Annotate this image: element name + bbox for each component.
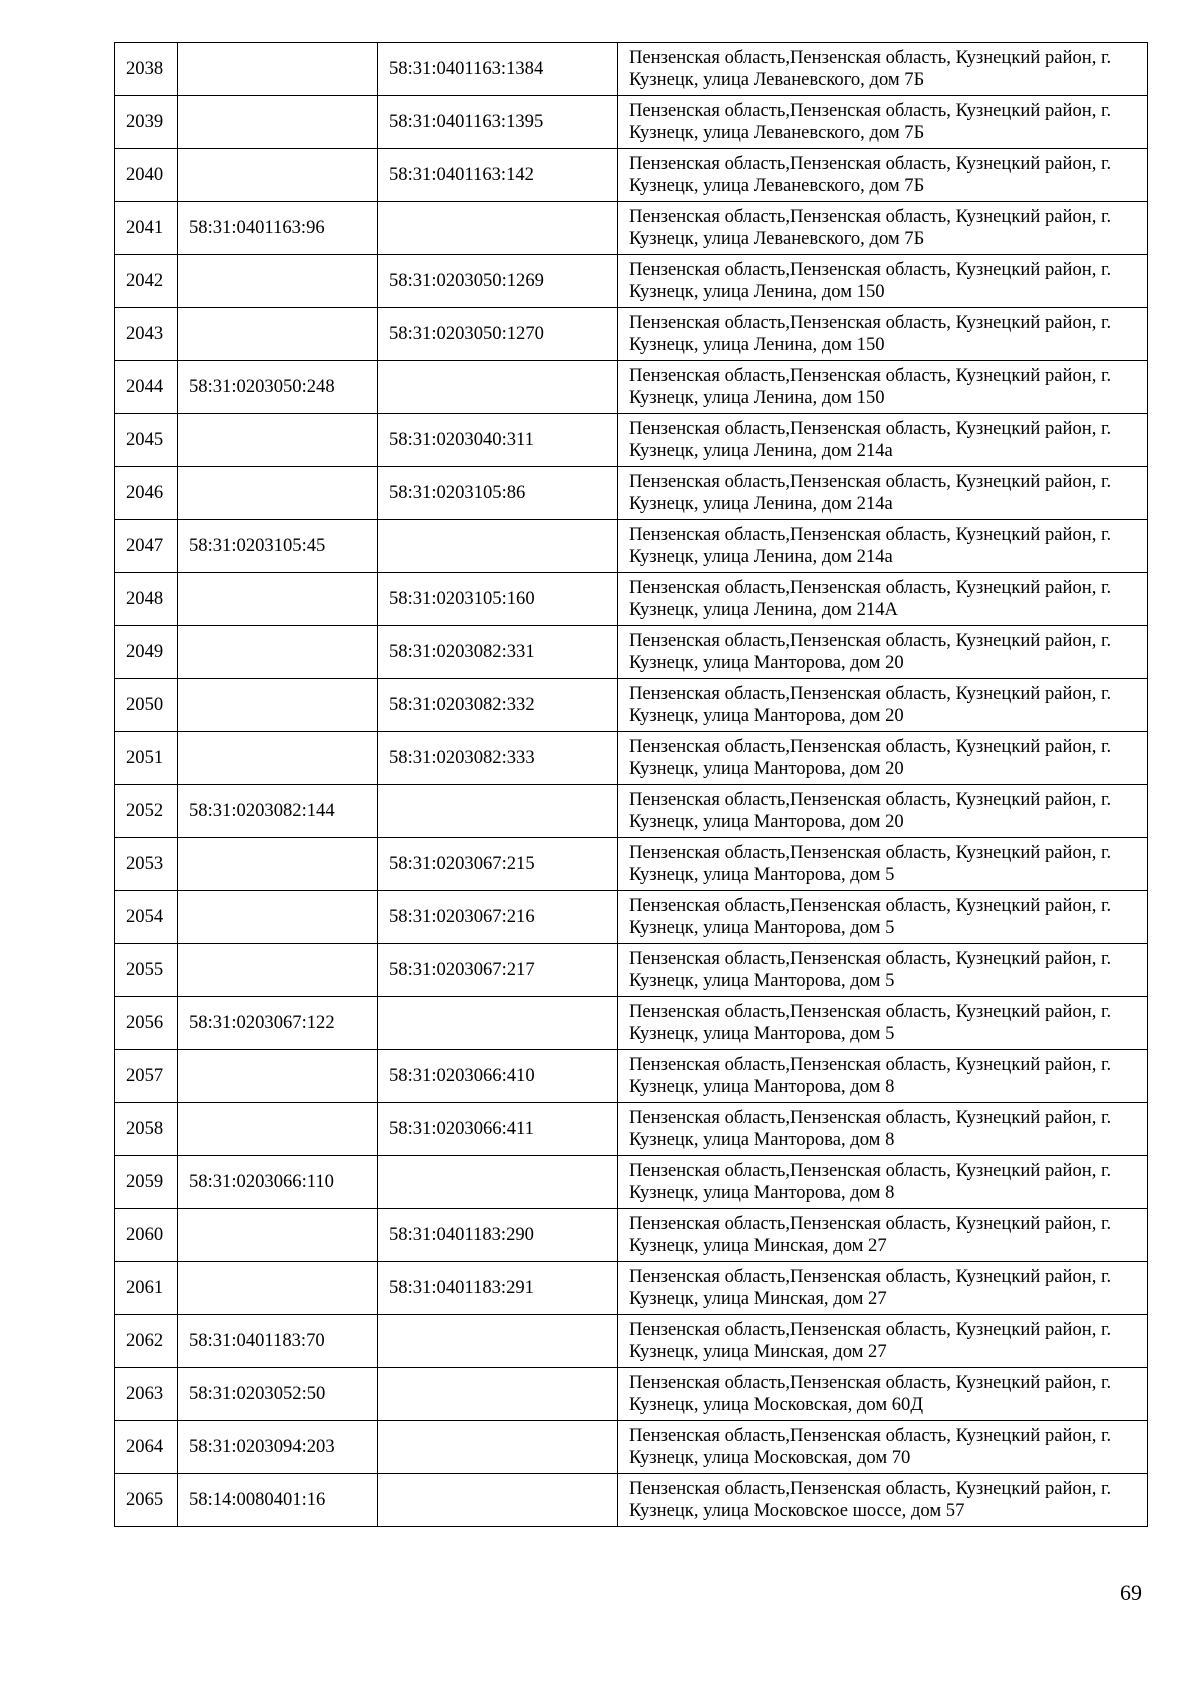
address-cell: Пензенская область,Пензенская область, Кузнецкий район, г. Кузнецк, улица Минская, дом 27 bbox=[618, 1315, 1148, 1368]
table-row bbox=[115, 414, 1148, 467]
table-row bbox=[115, 149, 1148, 202]
table-row bbox=[115, 255, 1148, 308]
address-cell: Пензенская область,Пензенская область, Кузнецкий район, г. Кузнецк, улица Минская, дом 27 bbox=[618, 1262, 1148, 1315]
address-cell: Пензенская область,Пензенская область, Кузнецкий район, г. Кузнецк, улица Манторова, дом 20 bbox=[618, 626, 1148, 679]
row-number-cell: 2046 bbox=[115, 467, 178, 520]
parcel-cadastral-number-cell bbox=[178, 1262, 378, 1315]
table-row bbox=[115, 202, 1148, 255]
parcel-cadastral-number-cell: 58:31:0203067:122 bbox=[178, 997, 378, 1050]
row-number-cell: 2061 bbox=[115, 1262, 178, 1315]
address-cell: Пензенская область,Пензенская область, Кузнецкий район, г. Кузнецк, улица Манторова, дом 20 bbox=[618, 732, 1148, 785]
building-cadastral-number-cell bbox=[378, 202, 618, 255]
address-cell: Пензенская область,Пензенская область, Кузнецкий район, г. Кузнецк, улица Ленина, дом 150 bbox=[618, 361, 1148, 414]
building-cadastral-number-cell bbox=[378, 1156, 618, 1209]
parcel-cadastral-number-cell: 58:31:0401163:96 bbox=[178, 202, 378, 255]
parcel-cadastral-number-cell bbox=[178, 732, 378, 785]
address-cell: Пензенская область,Пензенская область, Кузнецкий район, г. Кузнецк, улица Манторова, дом 8 bbox=[618, 1103, 1148, 1156]
building-cadastral-number-cell bbox=[378, 1368, 618, 1421]
building-cadastral-number-cell: 58:31:0203105:86 bbox=[378, 467, 618, 520]
registry-table-body bbox=[115, 43, 1148, 1527]
building-cadastral-number-cell: 58:31:0203067:216 bbox=[378, 891, 618, 944]
building-cadastral-number-cell: 58:31:0203066:410 bbox=[378, 1050, 618, 1103]
registry-table bbox=[114, 42, 1148, 1527]
table-row bbox=[115, 1421, 1148, 1474]
parcel-cadastral-number-cell: 58:31:0203066:110 bbox=[178, 1156, 378, 1209]
table-row bbox=[115, 626, 1148, 679]
row-number-cell: 2049 bbox=[115, 626, 178, 679]
address-cell: Пензенская область,Пензенская область, Кузнецкий район, г. Кузнецк, улица Леваневского, дом 7Б bbox=[618, 202, 1148, 255]
row-number-cell: 2038 bbox=[115, 43, 178, 96]
table-row bbox=[115, 1156, 1148, 1209]
building-cadastral-number-cell bbox=[378, 1421, 618, 1474]
parcel-cadastral-number-cell bbox=[178, 467, 378, 520]
building-cadastral-number-cell bbox=[378, 1474, 618, 1527]
table-row bbox=[115, 467, 1148, 520]
row-number-cell: 2056 bbox=[115, 997, 178, 1050]
parcel-cadastral-number-cell: 58:31:0203050:248 bbox=[178, 361, 378, 414]
table-row bbox=[115, 944, 1148, 997]
table-row bbox=[115, 838, 1148, 891]
table-row bbox=[115, 1209, 1148, 1262]
building-cadastral-number-cell bbox=[378, 997, 618, 1050]
parcel-cadastral-number-cell bbox=[178, 838, 378, 891]
address-cell: Пензенская область,Пензенская область, Кузнецкий район, г. Кузнецк, улица Московское шоссе, дом 57 bbox=[618, 1474, 1148, 1527]
building-cadastral-number-cell: 58:31:0203082:333 bbox=[378, 732, 618, 785]
table-row bbox=[115, 308, 1148, 361]
row-number-cell: 2054 bbox=[115, 891, 178, 944]
table-row bbox=[115, 43, 1148, 96]
address-cell: Пензенская область,Пензенская область, Кузнецкий район, г. Кузнецк, улица Манторова, дом 5 bbox=[618, 838, 1148, 891]
address-cell: Пензенская область,Пензенская область, Кузнецкий район, г. Кузнецк, улица Манторова, дом 5 bbox=[618, 891, 1148, 944]
parcel-cadastral-number-cell: 58:31:0401183:70 bbox=[178, 1315, 378, 1368]
parcel-cadastral-number-cell bbox=[178, 626, 378, 679]
parcel-cadastral-number-cell: 58:31:0203052:50 bbox=[178, 1368, 378, 1421]
address-cell: Пензенская область,Пензенская область, Кузнецкий район, г. Кузнецк, улица Манторова, дом 8 bbox=[618, 1050, 1148, 1103]
building-cadastral-number-cell: 58:31:0203105:160 bbox=[378, 573, 618, 626]
row-number-cell: 2065 bbox=[115, 1474, 178, 1527]
parcel-cadastral-number-cell bbox=[178, 96, 378, 149]
building-cadastral-number-cell: 58:31:0203067:215 bbox=[378, 838, 618, 891]
parcel-cadastral-number-cell bbox=[178, 308, 378, 361]
address-cell: Пензенская область,Пензенская область, Кузнецкий район, г. Кузнецк, улица Ленина, дом 214а bbox=[618, 467, 1148, 520]
table-row bbox=[115, 520, 1148, 573]
row-number-cell: 2043 bbox=[115, 308, 178, 361]
parcel-cadastral-number-cell bbox=[178, 1209, 378, 1262]
building-cadastral-number-cell: 58:31:0203050:1269 bbox=[378, 255, 618, 308]
row-number-cell: 2063 bbox=[115, 1368, 178, 1421]
address-cell: Пензенская область,Пензенская область, Кузнецкий район, г. Кузнецк, улица Манторова, дом 5 bbox=[618, 997, 1148, 1050]
building-cadastral-number-cell: 58:31:0401163:142 bbox=[378, 149, 618, 202]
table-row bbox=[115, 997, 1148, 1050]
address-cell: Пензенская область,Пензенская область, Кузнецкий район, г. Кузнецк, улица Леваневского, дом 7Б bbox=[618, 149, 1148, 202]
row-number-cell: 2039 bbox=[115, 96, 178, 149]
row-number-cell: 2044 bbox=[115, 361, 178, 414]
parcel-cadastral-number-cell bbox=[178, 43, 378, 96]
building-cadastral-number-cell bbox=[378, 1315, 618, 1368]
building-cadastral-number-cell: 58:31:0203050:1270 bbox=[378, 308, 618, 361]
building-cadastral-number-cell: 58:31:0203066:411 bbox=[378, 1103, 618, 1156]
building-cadastral-number-cell: 58:31:0203082:331 bbox=[378, 626, 618, 679]
table-row bbox=[115, 679, 1148, 732]
row-number-cell: 2042 bbox=[115, 255, 178, 308]
address-cell: Пензенская область,Пензенская область, Кузнецкий район, г. Кузнецк, улица Московская, дом 70 bbox=[618, 1421, 1148, 1474]
parcel-cadastral-number-cell bbox=[178, 1050, 378, 1103]
row-number-cell: 2052 bbox=[115, 785, 178, 838]
parcel-cadastral-number-cell bbox=[178, 255, 378, 308]
building-cadastral-number-cell bbox=[378, 520, 618, 573]
address-cell: Пензенская область,Пензенская область, Кузнецкий район, г. Кузнецк, улица Манторова, дом 8 bbox=[618, 1156, 1148, 1209]
parcel-cadastral-number-cell bbox=[178, 1103, 378, 1156]
row-number-cell: 2051 bbox=[115, 732, 178, 785]
table-row bbox=[115, 573, 1148, 626]
table-row bbox=[115, 96, 1148, 149]
row-number-cell: 2064 bbox=[115, 1421, 178, 1474]
row-number-cell: 2053 bbox=[115, 838, 178, 891]
row-number-cell: 2057 bbox=[115, 1050, 178, 1103]
building-cadastral-number-cell bbox=[378, 785, 618, 838]
table-row bbox=[115, 361, 1148, 414]
row-number-cell: 2059 bbox=[115, 1156, 178, 1209]
address-cell: Пензенская область,Пензенская область, Кузнецкий район, г. Кузнецк, улица Леваневского, дом 7Б bbox=[618, 96, 1148, 149]
row-number-cell: 2041 bbox=[115, 202, 178, 255]
table-row bbox=[115, 1368, 1148, 1421]
page-number: 69 bbox=[1120, 1580, 1142, 1605]
table-row bbox=[115, 1262, 1148, 1315]
parcel-cadastral-number-cell: 58:14:0080401:16 bbox=[178, 1474, 378, 1527]
table-row bbox=[115, 1103, 1148, 1156]
table-row bbox=[115, 1315, 1148, 1368]
row-number-cell: 2062 bbox=[115, 1315, 178, 1368]
parcel-cadastral-number-cell bbox=[178, 149, 378, 202]
parcel-cadastral-number-cell bbox=[178, 679, 378, 732]
building-cadastral-number-cell: 58:31:0401183:290 bbox=[378, 1209, 618, 1262]
row-number-cell: 2055 bbox=[115, 944, 178, 997]
address-cell: Пензенская область,Пензенская область, Кузнецкий район, г. Кузнецк, улица Леваневского, дом 7Б bbox=[618, 43, 1148, 96]
row-number-cell: 2040 bbox=[115, 149, 178, 202]
table-row bbox=[115, 1050, 1148, 1103]
address-cell: Пензенская область,Пензенская область, Кузнецкий район, г. Кузнецк, улица Ленина, дом 214а bbox=[618, 414, 1148, 467]
building-cadastral-number-cell: 58:31:0203040:311 bbox=[378, 414, 618, 467]
parcel-cadastral-number-cell bbox=[178, 944, 378, 997]
parcel-cadastral-number-cell bbox=[178, 414, 378, 467]
address-cell: Пензенская область,Пензенская область, Кузнецкий район, г. Кузнецк, улица Ленина, дом 150 bbox=[618, 308, 1148, 361]
building-cadastral-number-cell: 58:31:0203082:332 bbox=[378, 679, 618, 732]
building-cadastral-number-cell: 58:31:0401163:1395 bbox=[378, 96, 618, 149]
row-number-cell: 2045 bbox=[115, 414, 178, 467]
building-cadastral-number-cell: 58:31:0401183:291 bbox=[378, 1262, 618, 1315]
address-cell: Пензенская область,Пензенская область, Кузнецкий район, г. Кузнецк, улица Манторова, дом 5 bbox=[618, 944, 1148, 997]
parcel-cadastral-number-cell: 58:31:0203082:144 bbox=[178, 785, 378, 838]
address-cell: Пензенская область,Пензенская область, Кузнецкий район, г. Кузнецк, улица Манторова, дом 20 bbox=[618, 785, 1148, 838]
building-cadastral-number-cell: 58:31:0203067:217 bbox=[378, 944, 618, 997]
row-number-cell: 2048 bbox=[115, 573, 178, 626]
table-row bbox=[115, 891, 1148, 944]
address-cell: Пензенская область,Пензенская область, Кузнецкий район, г. Кузнецк, улица Манторова, дом 20 bbox=[618, 679, 1148, 732]
row-number-cell: 2060 bbox=[115, 1209, 178, 1262]
address-cell: Пензенская область,Пензенская область, Кузнецкий район, г. Кузнецк, улица Ленина, дом 150 bbox=[618, 255, 1148, 308]
address-cell: Пензенская область,Пензенская область, Кузнецкий район, г. Кузнецк, улица Минская, дом 27 bbox=[618, 1209, 1148, 1262]
row-number-cell: 2047 bbox=[115, 520, 178, 573]
address-cell: Пензенская область,Пензенская область, Кузнецкий район, г. Кузнецк, улица Ленина, дом 214А bbox=[618, 573, 1148, 626]
address-cell: Пензенская область,Пензенская область, Кузнецкий район, г. Кузнецк, улица Ленина, дом 214а bbox=[618, 520, 1148, 573]
parcel-cadastral-number-cell: 58:31:0203105:45 bbox=[178, 520, 378, 573]
parcel-cadastral-number-cell bbox=[178, 891, 378, 944]
building-cadastral-number-cell bbox=[378, 361, 618, 414]
table-row bbox=[115, 732, 1148, 785]
table-row bbox=[115, 1474, 1148, 1527]
parcel-cadastral-number-cell: 58:31:0203094:203 bbox=[178, 1421, 378, 1474]
row-number-cell: 2058 bbox=[115, 1103, 178, 1156]
table-row bbox=[115, 785, 1148, 838]
row-number-cell: 2050 bbox=[115, 679, 178, 732]
address-cell: Пензенская область,Пензенская область, Кузнецкий район, г. Кузнецк, улица Московская, дом 60Д bbox=[618, 1368, 1148, 1421]
parcel-cadastral-number-cell bbox=[178, 573, 378, 626]
building-cadastral-number-cell: 58:31:0401163:1384 bbox=[378, 43, 618, 96]
